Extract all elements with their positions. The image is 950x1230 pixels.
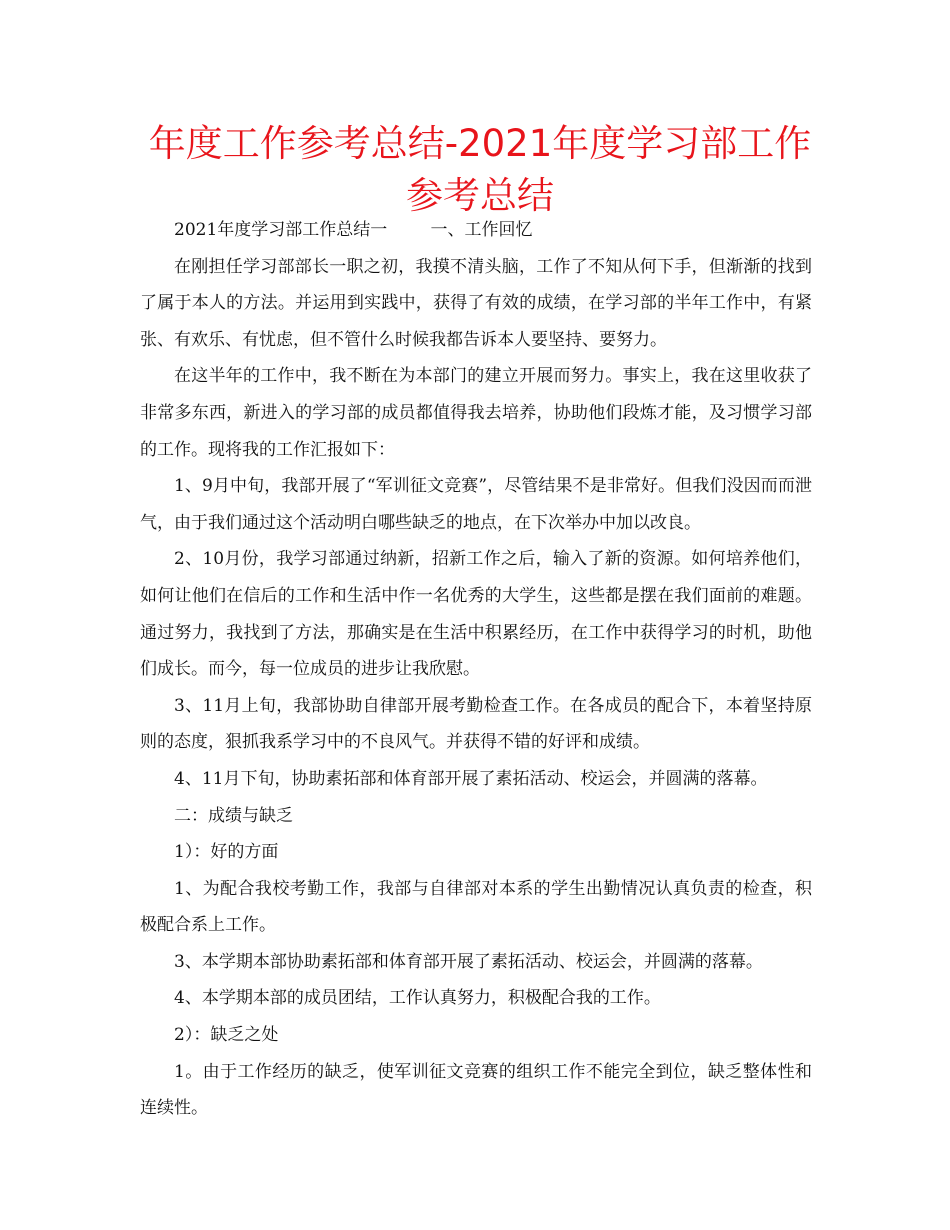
paragraph: 在这半年的工作中，我不断在为本部门的建立开展而努力。事实上，我在这里收获了非常多东西，新进入的学习部的成员都值得我去培养，协助他们段炼才能，及习惯学习部的工作。现将我的工作汇报如下： (140, 366, 812, 460)
document-title: 年度工作参考总结-2021年度学习部工作参考总结 (148, 122, 812, 217)
paragraph: 3、本学期本部协助素拓部和体育部开展了素拓活动、校运会，并圆满的落幕。 (174, 951, 763, 972)
paragraph: 3、11月上旬，我部协助自律部开展考勤检查工作。在各成员的配合下，本着坚持原则的态度，狠抓我系学习中的不良风气。并获得不错的好评和成绩。 (140, 695, 812, 753)
paragraph: 1、为配合我校考勤工作，我部与自律部对本系的学生出勤情况认真负责的检查，积极配合系上工作。 (140, 878, 812, 936)
paragraph: 1、9月中旬，我部开展了“军训征文竞赛”，尽管结果不是非常好。但我们没因而而泄气，由于我们通过这个活动明白哪些缺乏的地点，在下次举办中加以改良。 (140, 476, 812, 533)
paragraph: 4、本学期本部的成员团结，工作认真努力，积极配合我的工作。 (174, 988, 661, 1009)
subsection-heading: 1）：好的方面 (174, 842, 279, 863)
subsection-heading: 2）：缺乏之处 (174, 1025, 279, 1046)
lead-line (140, 212, 812, 249)
section-heading: 二：成绩与缺乏 (174, 805, 293, 826)
document-body (140, 212, 812, 1127)
lead-right: 一、工作回忆 (430, 220, 533, 240)
lead-left: 2021年度学习部工作总结一 (174, 220, 388, 240)
paragraph: 4、11月下旬，协助素拓部和体育部开展了素拓活动、校运会，并圆满的落幕。 (174, 768, 768, 789)
paragraph: 2、10月份，我学习部通过纳新，招新工作之后，输入了新的资源。如何培养他们，如何让他们在信后的工作和生活中作一名优秀的大学生，这些都是摆在我们面前的难题。通过努力，我找到了方法，那确实是在生活中积累经历，在工作中获得学习的时机，助他们成长。而今，每一位成员的进步让我欣慰。 (140, 549, 812, 680)
paragraph: 在刚担任学习部部长一职之初，我摸不清头脑，工作了不知从何下手，但渐渐的找到了属于本人的方法。并运用到实践中，获得了有效的成绩，在学习部的半年工作中，有紧张、有欢乐、有忧虑，但不管什么时候我都告诉本人要坚持、要努力。 (140, 256, 812, 350)
paragraph: 1。由于工作经历的缺乏，使军训征文竞赛的组织工作不能完全到位，缺乏整体性和连续性。 (140, 1061, 812, 1119)
